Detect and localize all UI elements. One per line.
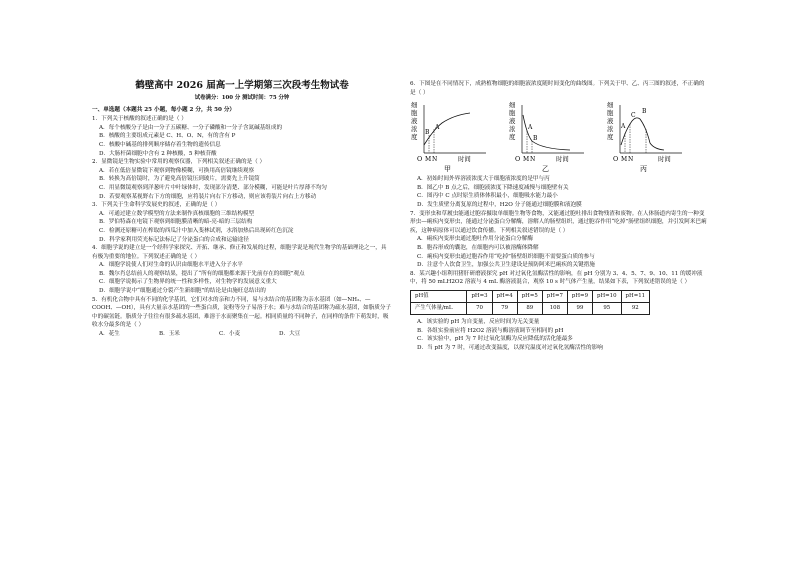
option-d: D．发生质壁分离复原的过程中，H2O 分子能通过细胞膜和液泡膜 bbox=[417, 201, 582, 208]
option-a: A．痢疾内变形虫通过胞吐作用分泌蛋白分解酶 bbox=[417, 236, 533, 243]
question-stem: 4．细胞学说的建立是一个经科学家探究、开拓、继承、修正和发展的过程，细胞学说是现代生物学的基础理论之一，具有极为重要的地位。下列叙述正确的是（ ） bbox=[92, 245, 387, 260]
option-d: D．大肠杆菌细胞中含有 2 种核酸，5 种核苷酸 bbox=[99, 150, 217, 157]
section-heading: 一、单选题（本题共 25 小题，每小题 2 分，共 50 分） bbox=[92, 106, 236, 113]
option-b: B．玉米 bbox=[159, 331, 180, 338]
point-c: C bbox=[631, 112, 636, 120]
question-stem: 3．下列关于生命科学发展史的叙述，正确的是（ ） bbox=[92, 202, 221, 209]
option-c: C．用显微镜观察到洋葱叶片中叶绿体时，发现部分清楚、部分模糊，可能是叶片厚薄不均匀 bbox=[99, 184, 328, 191]
option-b: B．图乙中 B 点之后，细胞液浓度下降速度减慢与细胞壁有关 bbox=[417, 184, 569, 191]
question-1 bbox=[92, 115, 392, 158]
option-d: D．大豆 bbox=[279, 331, 301, 338]
table-header-cell: pH=11 bbox=[621, 290, 650, 302]
question-3 bbox=[92, 201, 392, 244]
option-d: D．注意个人饮食卫生，加强公共卫生建设是预防阿米巴痢疾的关键措施 bbox=[417, 262, 595, 269]
table-cell: 70 bbox=[467, 302, 492, 314]
left-column bbox=[92, 80, 392, 339]
ylabel-char-1: 细 bbox=[509, 101, 516, 110]
option-c: C．小麦 bbox=[219, 331, 241, 338]
ylabel-char-4: 浓 bbox=[607, 125, 614, 134]
table-cell: 92 bbox=[621, 302, 650, 314]
origin-label: O bbox=[613, 155, 619, 164]
panel-name: 甲 bbox=[444, 165, 451, 174]
option-d: D．若要观察某视野右下方的细胞，应将装片向右下方移动，则应该将装片向右上方移动 bbox=[99, 193, 317, 200]
question-stem: 6．下图是在不同情况下，成熟植物细胞的细胞液浓度随时间变化的曲线图。下列关于甲、乙、丙三图的叙述，不正确的是（ ） bbox=[410, 81, 705, 96]
point-b: B bbox=[533, 135, 538, 143]
option-c: C．细胞学说揭示了生物界的统一性和多样性，对生物学的发展意义重大 bbox=[99, 279, 277, 286]
curve bbox=[424, 113, 470, 145]
question-2 bbox=[92, 158, 392, 201]
ylabel-char-3: 液 bbox=[509, 117, 516, 126]
option-a: A．若在低倍显微镜下观察到物像模糊，可换用高倍镜继续观察 bbox=[99, 167, 255, 174]
curve bbox=[621, 118, 664, 150]
option-a: A．可通过建立数学模型的方法来制作真核细胞的三维结构模型 bbox=[99, 210, 255, 217]
table-header-cell: pH=4 bbox=[492, 290, 517, 302]
ylabel-char-1: 细 bbox=[607, 101, 614, 110]
option-a: A．该实验的 pH 为自变量，反应时间为无关变量 bbox=[417, 318, 540, 325]
option-d: D．科学家利用荧光标记法标记了分泌蛋白的合成和运输途径 bbox=[99, 236, 249, 243]
point-b: B bbox=[425, 129, 430, 137]
point-a: A bbox=[528, 124, 533, 132]
origin-label: O bbox=[515, 155, 521, 164]
table-header-cell: pH值 bbox=[411, 290, 467, 302]
point-a: A bbox=[435, 124, 440, 132]
curve bbox=[523, 115, 570, 150]
ylabel-char-2: 胞 bbox=[607, 109, 614, 118]
question-stem: 1．下列关于核酸的叙述正确的是（ ） bbox=[92, 116, 187, 123]
option-a: A．花生 bbox=[99, 331, 120, 338]
chart-jia bbox=[410, 99, 490, 173]
option-b: B．罗伯特森在电镜下观察到细胞膜清晰的暗-亮-暗的三层结构 bbox=[99, 219, 253, 226]
question-4 bbox=[92, 244, 392, 296]
n-label: N bbox=[628, 156, 634, 164]
ylabel-char-5: 度 bbox=[607, 133, 614, 142]
question-stem: 7．变形虫和草履虫能通过胞吞摄取单细胞生物等食物，又能通过胞吐排出食物残渣和废物。在人体肠道内寄生的一种变形虫—痢疾内变形虫，能通过分泌蛋白分解酶，溶解人的肠壁组织，通过胞吞作用“吃掉”肠壁组织细胞，并引发阿米巴痢疾，这种病原体可以通过饮食传播。下列相关叙述错误的是（ ） bbox=[410, 210, 707, 234]
table-cell: 95 bbox=[593, 302, 622, 314]
y-axis-label bbox=[411, 101, 418, 141]
question-5 bbox=[92, 296, 392, 339]
table-cell: 89 bbox=[517, 302, 542, 314]
question-6 bbox=[410, 80, 710, 210]
option-row bbox=[99, 330, 392, 339]
x-axis-label: 时间 bbox=[658, 155, 671, 164]
option-d: D．细胞学说中“细胞通过分裂产生新细胞”的结论是由施旺总结出的 bbox=[99, 288, 266, 295]
table-header-row bbox=[411, 290, 650, 302]
question-stem: 8．某兴趣小组利用猪肝研磨液探究 pH 对过氧化氢酶活性的影响，在 pH 分别为 3、4、5、7、9、10、11 的缓冲液中，将 50 mLH2O2 溶液与 4 mL 酶溶液混合，观察 10 s 时气体产生量，结果如下表，下列叙述错误的是（ ） bbox=[410, 270, 703, 286]
table-header-cell: pH=9 bbox=[567, 290, 592, 302]
option-a: A．细胞学说使人们对生命的认识由细胞水平进入分子水平 bbox=[99, 262, 243, 269]
ylabel-char-4: 浓 bbox=[509, 125, 516, 134]
option-a: A．初始时间外界溶液浓度大于细胞液浓度的是甲与丙 bbox=[417, 176, 550, 183]
m-label: M bbox=[523, 156, 530, 164]
ph-table bbox=[410, 290, 650, 315]
right-column bbox=[410, 80, 710, 352]
point-b: B bbox=[642, 108, 647, 116]
option-c: C．该实验中，pH 为 7 时过氧化氢酶为反应降低的活化能最多 bbox=[417, 336, 573, 343]
ylabel-char-1: 细 bbox=[411, 101, 418, 110]
option-d: D．当 pH 为 7 时，可通过改变温度，以探究温度对过氧化氢酶活性的影响 bbox=[417, 344, 603, 351]
y-axis-label bbox=[607, 101, 614, 141]
option-b: B．各组实验前应将 H2O2 溶液与酶溶液调节至相同的 pH bbox=[417, 327, 564, 334]
chart-yi bbox=[508, 99, 588, 173]
chart-jia-svg bbox=[410, 99, 490, 173]
m-label: M bbox=[425, 156, 432, 164]
table-cell: 79 bbox=[492, 302, 517, 314]
panel-name: 乙 bbox=[542, 165, 549, 174]
chart-bing bbox=[606, 99, 686, 173]
ylabel-char-4: 浓 bbox=[411, 125, 418, 134]
ylabel-char-5: 度 bbox=[411, 133, 418, 142]
table-header-cell: pH=10 bbox=[593, 290, 622, 302]
exam-title: 鹤壁高中 2026 届高一上学期第三次段考生物试卷 bbox=[135, 80, 349, 91]
option-b: B．魏尔肖总结前人的观察结果，提出了“所有的细胞都来源于先前存在的细胞”观点 bbox=[99, 270, 305, 277]
question-stem: 2．显微镜是生物实验中常用的观察仪器，下列相关叙述正确的是（ ） bbox=[92, 159, 266, 166]
question-stem: 5．有机化合物中具有不同的化学基团，它们对水的亲和力不同，易与水结合的基团称为亲水基团（如—NH₂、—COOH、—OH），具有大量亲水基团的一些蛋白质，淀粉等分子易溶于水；难与水结合的基团称为疏水基团，如脂质分子中的碳氢链。脂质分子往往有很多疏水基团，难溶于水而聚集在一起。相同质量的不同种子，在同样的条件下萌发时，吸收水分最多的是（ ） bbox=[92, 296, 392, 329]
option-b: B．核酸的主要组成元素是 C、H、O、N，有的含有 P bbox=[99, 133, 236, 140]
point-a: A bbox=[621, 123, 626, 131]
option-b: B．转换为高倍镜时，为了避免高倍镜压到玻片，需要先上升镜筒 bbox=[99, 176, 260, 183]
table-header-cell: pH=7 bbox=[542, 290, 567, 302]
origin-label: O bbox=[417, 155, 423, 164]
ylabel-char-5: 度 bbox=[509, 133, 516, 142]
option-c: C．检测还原糖可在榨取的西瓜汁中加入斐林试剂，水浴加热后出现砖红色沉淀 bbox=[99, 227, 294, 234]
table-cell: 108 bbox=[542, 302, 567, 314]
option-b: B．胞吞形成的囊泡，在细胞内可以被溶酶体降解 bbox=[417, 244, 539, 251]
option-c: C．痢疾内变形虫通过胞吞作用“吃掉”肠壁组织细胞不需要蛋白质的参与 bbox=[417, 253, 595, 260]
ylabel-char-3: 液 bbox=[607, 117, 614, 126]
x-axis-label: 时间 bbox=[458, 155, 471, 164]
table-row-label: 产生气体量/mL bbox=[411, 302, 467, 314]
ylabel-char-3: 液 bbox=[411, 117, 418, 126]
option-a: A．每个核酸分子是由一分子五碳糖、一分子磷酸和一分子含氮碱基组成的 bbox=[99, 124, 283, 131]
option-c: C．图丙中 C 点时原生质体体积最小，细胞吸水能力最小 bbox=[417, 193, 558, 200]
ylabel-char-2: 胞 bbox=[509, 109, 516, 118]
table-row bbox=[411, 302, 650, 314]
chart-yi-svg bbox=[508, 99, 588, 173]
ylabel-char-2: 胞 bbox=[411, 109, 418, 118]
n-label: N bbox=[432, 156, 438, 164]
option-c: C．核酸中碱基的排列顺序储存着生物的遗传信息 bbox=[99, 141, 221, 148]
table-header-cell: pH=5 bbox=[517, 290, 542, 302]
chart-bing-svg bbox=[606, 99, 686, 173]
question-8 bbox=[410, 270, 710, 353]
exam-meta: 试卷满分：100 分 测试时间：75 分钟 bbox=[194, 95, 290, 101]
concentration-figure bbox=[410, 99, 710, 173]
table-header-cell: pH=3 bbox=[467, 290, 492, 302]
question-7 bbox=[410, 210, 710, 270]
m-label: M bbox=[621, 156, 628, 164]
table-cell: 99 bbox=[567, 302, 592, 314]
y-axis-label bbox=[509, 101, 516, 141]
x-axis-label: 时间 bbox=[556, 155, 569, 164]
n-label: N bbox=[530, 156, 536, 164]
panel-name: 丙 bbox=[640, 165, 647, 174]
